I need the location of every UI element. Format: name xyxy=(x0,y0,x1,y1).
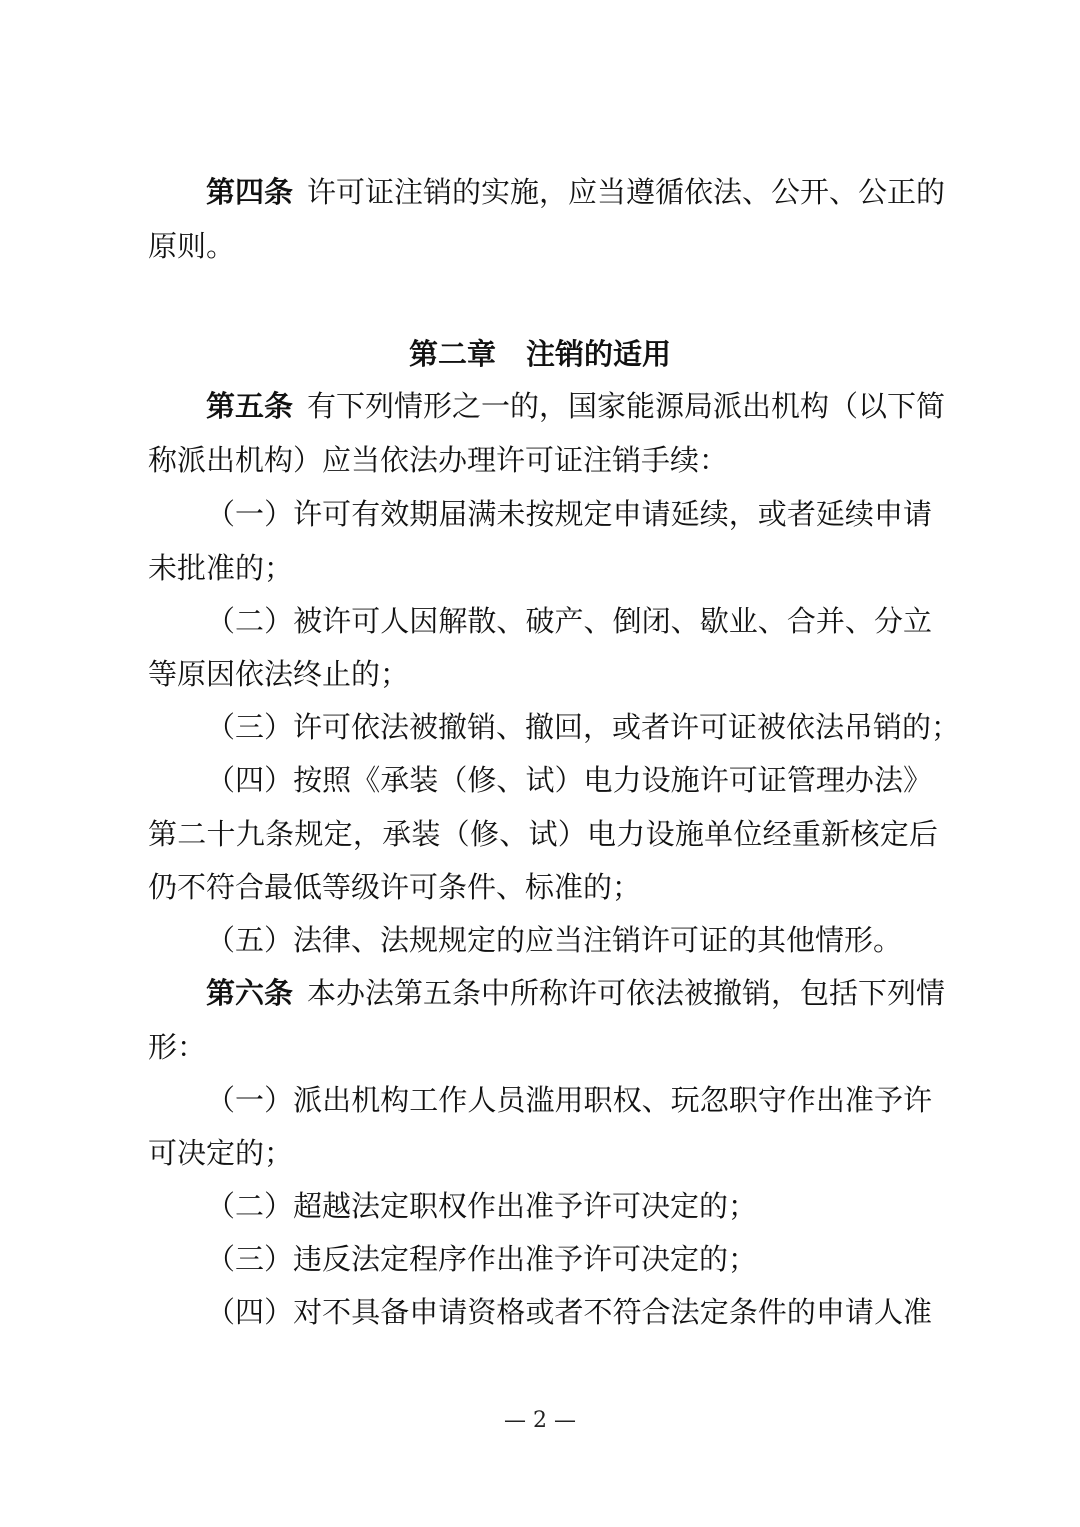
article-4-text-1: 许可证注销的实施，应当遵循依法、公开、公正的 xyxy=(307,175,946,209)
article-6-text-1: 本办法第五条中所称许可依法被撤销，包括下列情 xyxy=(307,976,946,1010)
article-5-item-4-line-3: 仍不符合最低等级许可条件、标准的； xyxy=(148,870,642,904)
article-6-heading: 第六条 xyxy=(206,976,294,1010)
article-5-item-5-line-1: （五）法律、法规规定的应当注销许可证的其他情形。 xyxy=(206,923,903,957)
article-5-item-4-line-1: （四）按照《承装（修、试）电力设施许可证管理办法》 xyxy=(206,763,932,797)
article-5-line-2: 称派出机构）应当依法办理许可证注销手续： xyxy=(148,443,729,477)
chapter-heading xyxy=(0,334,1080,374)
article-6-item-1-line-2: 可决定的； xyxy=(148,1136,294,1170)
article-4-line-1 xyxy=(206,172,946,212)
article-6-item-4-line-1: （四）对不具备申请资格或者不符合法定条件的申请人准 xyxy=(206,1295,932,1329)
article-6-item-1-line-1: （一）派出机构工作人员滥用职权、玩忽职守作出准予许 xyxy=(206,1083,932,1117)
article-5-item-2-line-2: 等原因依法终止的； xyxy=(148,657,410,691)
chapter-title: 注销的适用 xyxy=(526,337,672,371)
article-6-line-2: 形： xyxy=(148,1030,207,1064)
article-4-heading: 第四条 xyxy=(206,175,294,209)
article-5-item-1-line-1: （一）许可有效期届满未按规定申请延续，或者延续申请 xyxy=(206,497,932,531)
article-5-item-2-line-1: （二）被许可人因解散、破产、倒闭、歇业、合并、分立 xyxy=(206,604,932,638)
article-5-item-3-line-1: （三）许可依法被撤销、撤回，或者许可证被依法吊销的； xyxy=(206,710,961,744)
article-6-item-3-line-1: （三）违反法定程序作出准予许可决定的； xyxy=(206,1242,758,1276)
article-6-item-2-line-1: （二）超越法定职权作出准予许可决定的； xyxy=(206,1189,758,1223)
article-4-line-2: 原则。 xyxy=(148,229,236,263)
article-5-text-1: 有下列情形之一的，国家能源局派出机构（以下简 xyxy=(307,389,946,423)
page-number: — 2 — xyxy=(504,1408,576,1433)
chapter-number: 第二章 xyxy=(408,337,496,371)
article-6-line-1 xyxy=(206,973,946,1013)
article-5-heading: 第五条 xyxy=(206,389,294,423)
article-5-line-1 xyxy=(206,386,946,426)
article-5-item-4-line-2: 第二十九条规定，承装（修、试）电力设施单位经重新核定后 xyxy=(148,817,938,851)
article-5-item-1-line-2: 未批准的； xyxy=(148,551,294,585)
